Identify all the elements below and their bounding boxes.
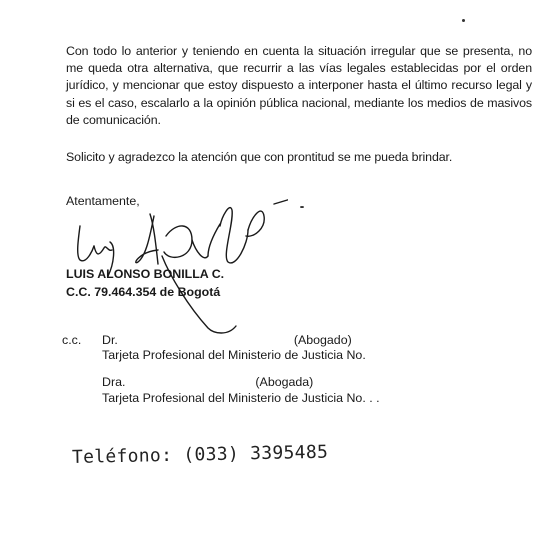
recipient-1-line: [102, 333, 352, 347]
recipient-2-prefix: Dra.: [102, 375, 126, 389]
recipient-1-suffix: (Abogado): [293, 333, 352, 347]
recipient-2-detail: Tarjeta Profesional del Ministerio de Justicia No. . .: [102, 391, 380, 405]
carbon-copy-label: c.c.: [62, 333, 82, 347]
recipient-2-line: [102, 375, 313, 389]
recipient-1-detail: Tarjeta Profesional del Ministerio de Justicia No.: [102, 348, 366, 362]
signer-id-number: C.C. 79.464.354 de Bogotá: [66, 285, 221, 299]
body-paragraph-1: Con todo lo anterior y teniendo en cuenta la situación irregular que se presenta, no me queda otra alternativa, que recurrir a las vías legales establecidas por el orden jurídico, y mencionar que estoy dispuesto a interponer hasta el último recurso legal y si es el caso, escalarlo a la opinión pública nacional, mediante los medios de masivos de comunicación.: [66, 44, 532, 127]
speck-mark: [300, 206, 304, 208]
signer-name: LUIS ALONSO BONILLA C.: [66, 267, 225, 281]
handwritten-signature: [58, 186, 288, 336]
speck-mark: [462, 19, 465, 22]
recipient-2-suffix: (Abogada): [255, 375, 314, 389]
recipient-1-prefix: Dr.: [102, 333, 118, 347]
closing-salutation: Atentamente,: [66, 194, 140, 208]
handwritten-phone-note: Teléfono: (033) 3395485: [71, 441, 329, 468]
body-paragraph-2: Solicito y agradezco la atención que con prontitud se me pueda brindar.: [66, 150, 453, 164]
